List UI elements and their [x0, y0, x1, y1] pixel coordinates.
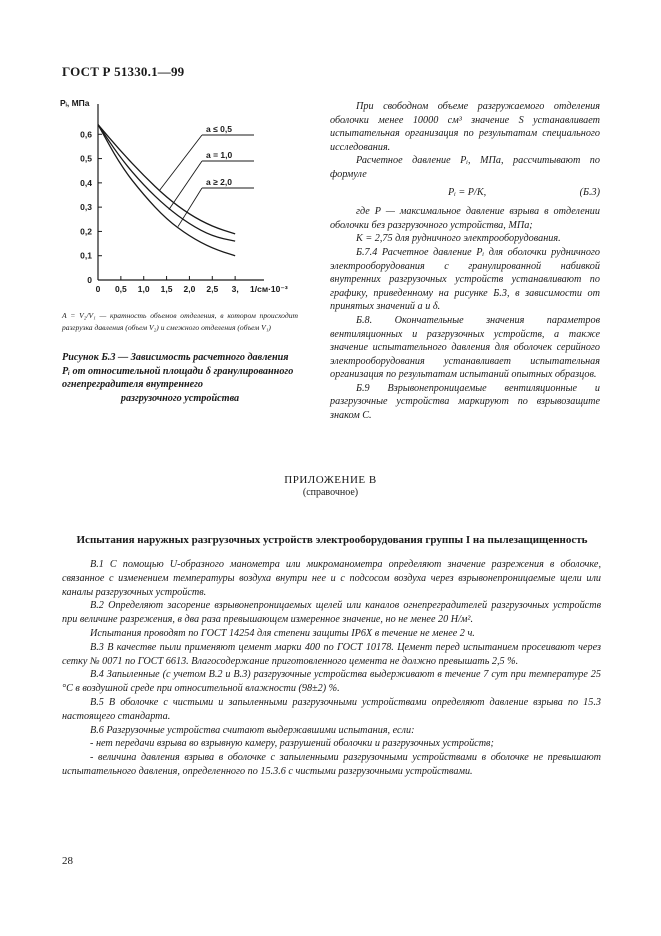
paragraph: В.5 В оболочке с чистыми и запыленными разгрузочными устройствами определяют давление взрыва по 15.3 настоящего стандарта. [62, 696, 601, 722]
paragraph: - величина давления взрыва в оболочке с запыленными разгрузочными устройствами в оболочке не превышают испытательного давления, определенного по 15.3.6 с чистыми разгрузочными устройствами. [62, 752, 601, 777]
y-tick-label: 0,6 [80, 129, 92, 140]
right-column [330, 100, 600, 423]
paragraph: В.4 Запыленные (с учетом В.2 и В.3) разгрузочные устройства выдерживают в течение 7 сут при температуре 25 °С в воздушной среде при относительной влажности (98±2) %. [62, 669, 601, 695]
legend-label: a ≤ 0,5 [206, 124, 232, 134]
x-tick-label: 0,5 [114, 284, 127, 294]
legend-leader [178, 188, 202, 227]
x-tick-label: 2,5 [206, 284, 219, 294]
formula-number: (Б.3) [579, 186, 600, 198]
figure-caption-line1: Рисунок Б.3 — Зависимость расчетного давления Pᵢ от относительной площади δ гранулированного огнепреградителя внутреннего [62, 352, 294, 390]
paragraph: Б.9 Взрывонепроницаемые вентиляционные и разгрузочные устройства маркируют по взрывозащите знаком С. [330, 382, 600, 422]
x-axis-label: 1/см·10⁻³ [250, 284, 288, 294]
x-tick-label: 0 [95, 284, 101, 294]
appendix-body [62, 558, 601, 779]
legend-leader [169, 161, 202, 210]
x-tick-label: 3, [231, 284, 239, 294]
legend-label: a ≥ 2,0 [206, 177, 232, 187]
figure-note: A = V₂/V₁ — кратность объемов отделения, в котором происходит разгрузка давления (объем V₂) и смежного отделения (объем V₁) [62, 311, 298, 332]
paragraph: В.1 С помощью U-образного манометра или микроманометра определяют значение разрежения в оболочке, связанное с изменением температуры воздуха внутри нее и с подсосом воздуха через взрывонепроницаемые щели или каналы разгрузочных устройств. [62, 559, 601, 598]
paragraph: В.6 Разгрузочные устройства считают выдержавшими испытания, если: [90, 724, 415, 736]
x-tick-label: 1,5 [160, 284, 173, 294]
paragraph: - нет передачи взрыва во взрывную камеру, разрушений оболочки и разгрузочных устройств; [90, 738, 494, 750]
paragraph: Расчетное давление Pᵢ, МПа, рассчитывают по формуле [330, 155, 600, 180]
figure-b3-chart [58, 94, 290, 309]
x-tick-label: 1,0 [137, 284, 150, 294]
appendix-title: ПРИЛОЖЕНИЕ В [284, 474, 377, 486]
figure-caption-line2: разгрузочного устройства [120, 392, 240, 404]
paragraph: Б.8. Окончательные значения параметров вентиляционных и разгрузочных устройств, а также значение испытательного давления для оболочек серийного электрооборудования устанавливает испытательная организация по результатам испытаний опытных образцов. [330, 314, 600, 381]
y-axis-label: Pᵢ, МПа [60, 98, 90, 108]
y-tick-label: 0,4 [80, 177, 92, 188]
legend-label: a = 1,0 [206, 150, 233, 160]
formula-row [330, 182, 600, 206]
paragraph: В.3 В качестве пыли применяют цемент марки 400 по ГОСТ 10178. Цемент перед испытанием просеивают через сетку № 0071 по ГОСТ 6613. Влагосодержание приготовленного цемента не должно превышать 2,5 %. [62, 641, 601, 667]
y-tick-label: 0,2 [80, 226, 92, 237]
y-tick-label: 0,5 [80, 153, 92, 164]
y-tick-label: 0,3 [80, 202, 92, 213]
paragraph: При свободном объеме разгружаемого отделения оболочки менее 10000 см³ значение S устанавливает испытательная организация по результатам специального исследования. [330, 101, 600, 153]
y-tick-label: 0,1 [80, 250, 92, 261]
paragraph: Б.7.4 Расчетное давление Pᵢ для оболочки рудничного электрооборудования с гранулированной набивкой внутренних разгрузочных устройств устанавливают по графику, приведенному на рисунке Б.3, в зависимости от принятых значений a и δ. [330, 246, 600, 313]
paragraph: K = 2,75 для рудничного электрооборудования. [356, 233, 561, 245]
paragraph: где P — максимальное давление взрыва в отделении оболочки без разгрузочного устройства, МПа; [330, 206, 600, 231]
paragraph: В.2 Определяют засорение взрывонепроницаемых щелей или каналов огнепреградителей разгрузочных устройств при величине разрежения, в два раза превышающем измеренное значение, но не менее 20 Н/м². [62, 600, 601, 626]
y-tick-label: 0 [87, 275, 92, 285]
figure-caption [62, 351, 298, 405]
section-title: Испытания наружных разгрузочных устройств электрооборудования группы I на пылезащищенность [76, 534, 588, 546]
legend-leader [160, 135, 202, 190]
chart-svg [58, 94, 290, 309]
appendix-subtitle: (справочное) [302, 487, 359, 498]
formula: Pᵢ = P/K, [448, 186, 487, 198]
x-tick-label: 2,0 [183, 284, 196, 294]
paragraph: Испытания проводят по ГОСТ 14254 для степени защиты IP6X в течение не менее 2 ч. [90, 627, 475, 639]
page-number: 28 [62, 855, 73, 867]
document-header: ГОСТ Р 51330.1—99 [62, 64, 185, 79]
